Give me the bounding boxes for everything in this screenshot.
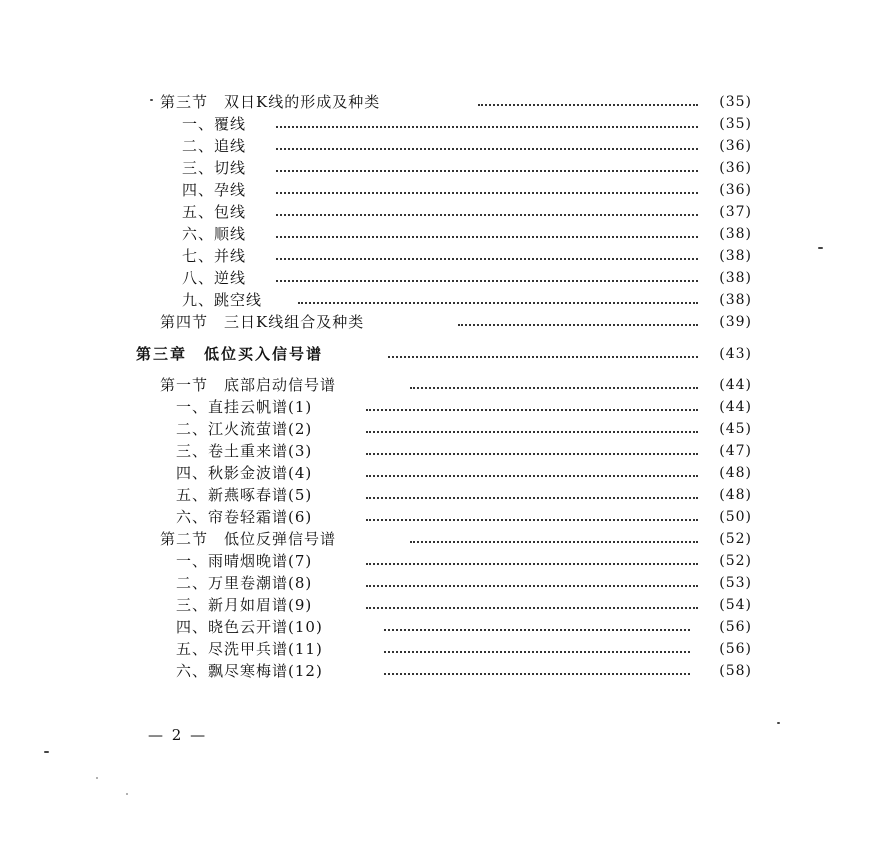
toc-entry-title: 四、秋影金波谱(4) bbox=[176, 462, 318, 484]
toc-entry-page: (44) bbox=[719, 377, 752, 393]
toc-entry-item bbox=[0, 484, 870, 506]
toc-leader-dots bbox=[366, 475, 698, 477]
toc-entry-title: 第一节 底部启动信号谱 bbox=[160, 374, 342, 396]
toc-leader-dots bbox=[366, 453, 698, 455]
toc-leader-dots bbox=[276, 236, 698, 238]
toc-entry-page: (58) bbox=[719, 663, 752, 679]
toc-entry-title: 一、直挂云帆谱(1) bbox=[176, 396, 318, 418]
toc-entry-item bbox=[0, 135, 870, 157]
toc-entry-title: 九、跳空线 bbox=[182, 289, 268, 311]
toc-entry-item bbox=[0, 572, 870, 594]
toc-entry-item bbox=[0, 201, 870, 223]
toc-leader-dots bbox=[276, 126, 698, 128]
toc-entry-title: 第三节 双日K线的形成及种类 bbox=[160, 91, 386, 113]
toc-entry-page: (36) bbox=[719, 160, 752, 176]
toc-entry-page: (35) bbox=[719, 94, 752, 110]
toc-entry-title: 七、并线 bbox=[182, 245, 252, 267]
toc-entry-title: 二、万里卷潮谱(8) bbox=[176, 572, 318, 594]
toc-entry-page: (56) bbox=[719, 641, 752, 657]
toc-entry-item bbox=[0, 506, 870, 528]
toc-entry-title: 八、逆线 bbox=[182, 267, 252, 289]
toc-entry-item bbox=[0, 157, 870, 179]
toc-entry-section-1 bbox=[0, 374, 870, 396]
toc-entry-title: 六、帘卷轻霜谱(6) bbox=[176, 506, 318, 528]
toc-entry-page: (38) bbox=[719, 270, 752, 286]
toc-entry-section-2 bbox=[0, 528, 870, 550]
toc-leader-dots bbox=[410, 387, 698, 389]
scan-speck bbox=[818, 247, 823, 249]
toc-leader-dots bbox=[388, 356, 698, 358]
toc-entry-title: 一、雨晴烟晚谱(7) bbox=[176, 550, 318, 572]
toc-entry-page: (37) bbox=[719, 204, 752, 220]
toc-entry-title: 五、包线 bbox=[182, 201, 252, 223]
toc-entry-page: (36) bbox=[719, 138, 752, 154]
toc-leader-dots bbox=[276, 280, 698, 282]
page-number: — 2 — bbox=[148, 726, 208, 744]
toc-entry-page: (44) bbox=[719, 399, 752, 415]
toc-leader-dots bbox=[366, 431, 698, 433]
toc-leader-dots bbox=[458, 324, 698, 326]
toc-entry-title: 二、追线 bbox=[182, 135, 252, 157]
toc-entry-page: (52) bbox=[719, 553, 752, 569]
toc-entry-item bbox=[0, 638, 870, 660]
toc-leader-dots bbox=[366, 563, 698, 565]
toc-entry-page: (50) bbox=[719, 509, 752, 525]
toc-entry-title: 三、切线 bbox=[182, 157, 252, 179]
toc-leader-dots bbox=[384, 629, 690, 631]
toc-entry-title: 三、卷土重来谱(3) bbox=[176, 440, 318, 462]
scan-speck bbox=[777, 722, 780, 724]
toc-leader-dots bbox=[478, 104, 698, 106]
toc-leader-dots bbox=[384, 673, 690, 675]
toc-leader-dots bbox=[410, 541, 698, 543]
toc-leader-dots bbox=[366, 409, 698, 411]
toc-entry-title: 第二节 低位反弹信号谱 bbox=[160, 528, 342, 550]
toc-entry-title: 六、顺线 bbox=[182, 223, 252, 245]
toc-entry-item bbox=[0, 550, 870, 572]
toc-leader-dots bbox=[366, 519, 698, 521]
toc-leader-dots bbox=[298, 302, 698, 304]
toc-leader-dots bbox=[384, 651, 690, 653]
toc-entry-page: (35) bbox=[719, 116, 752, 132]
toc-entry-item bbox=[0, 113, 870, 135]
toc-entry-title: 五、尽洗甲兵谱(11) bbox=[176, 638, 329, 660]
scan-speck bbox=[96, 777, 98, 779]
toc-entry-item bbox=[0, 223, 870, 245]
toc-entry-item bbox=[0, 616, 870, 638]
toc-entry-title: 二、江火流萤谱(2) bbox=[176, 418, 318, 440]
toc-entry-page: (48) bbox=[719, 465, 752, 481]
toc-entry-chapter-3 bbox=[0, 343, 870, 365]
scan-speck bbox=[44, 751, 49, 753]
toc-entry-item bbox=[0, 594, 870, 616]
toc-entry-page: (39) bbox=[719, 314, 752, 330]
toc-leader-dots bbox=[366, 497, 698, 499]
toc-entry-title: 一、覆线 bbox=[182, 113, 252, 135]
toc-entry-section-4 bbox=[0, 311, 870, 333]
toc-entry-title: 四、孕线 bbox=[182, 179, 252, 201]
toc-leader-dots bbox=[276, 170, 698, 172]
toc-entry-item bbox=[0, 289, 870, 311]
toc-entry-item bbox=[0, 245, 870, 267]
toc-entry-page: (47) bbox=[719, 443, 752, 459]
toc-entry-item bbox=[0, 418, 870, 440]
toc-leader-dots bbox=[276, 148, 698, 150]
toc-leader-dots bbox=[366, 585, 698, 587]
toc-entry-title: 第四节 三日K线组合及种类 bbox=[160, 311, 370, 333]
toc-entry-page: (48) bbox=[719, 487, 752, 503]
toc-entry-title: 五、新燕啄春谱(5) bbox=[176, 484, 318, 506]
toc-entry-title: 六、飘尽寒梅谱(12) bbox=[176, 660, 329, 682]
toc-entry-item bbox=[0, 440, 870, 462]
toc-entry-page: (52) bbox=[719, 531, 752, 547]
toc-entry-item bbox=[0, 179, 870, 201]
toc-entry-item bbox=[0, 396, 870, 418]
toc-leader-dots bbox=[276, 258, 698, 260]
toc-leader-dots bbox=[276, 192, 698, 194]
scan-speck bbox=[126, 793, 128, 795]
toc-entry-page: (38) bbox=[719, 248, 752, 264]
toc-entry-page: (54) bbox=[719, 597, 752, 613]
toc-entry-page: (38) bbox=[719, 226, 752, 242]
toc-entry-item bbox=[0, 660, 870, 682]
toc-entry-page: (53) bbox=[719, 575, 752, 591]
toc-entry-section-3 bbox=[0, 91, 870, 113]
toc-entry-item bbox=[0, 267, 870, 289]
toc-entry-page: (36) bbox=[719, 182, 752, 198]
toc-entry-page: (45) bbox=[719, 421, 752, 437]
toc-entry-page: (43) bbox=[719, 346, 752, 362]
scan-speck bbox=[150, 99, 153, 101]
toc-leader-dots bbox=[366, 607, 698, 609]
toc-entry-item bbox=[0, 462, 870, 484]
toc-entry-page: (56) bbox=[719, 619, 752, 635]
toc-entry-title: 三、新月如眉谱(9) bbox=[176, 594, 318, 616]
toc-entry-title: 第三章 低位买入信号谱 bbox=[136, 343, 329, 365]
toc-entry-title: 四、晓色云开谱(10) bbox=[176, 616, 329, 638]
toc-leader-dots bbox=[276, 214, 698, 216]
toc-entry-page: (38) bbox=[719, 292, 752, 308]
